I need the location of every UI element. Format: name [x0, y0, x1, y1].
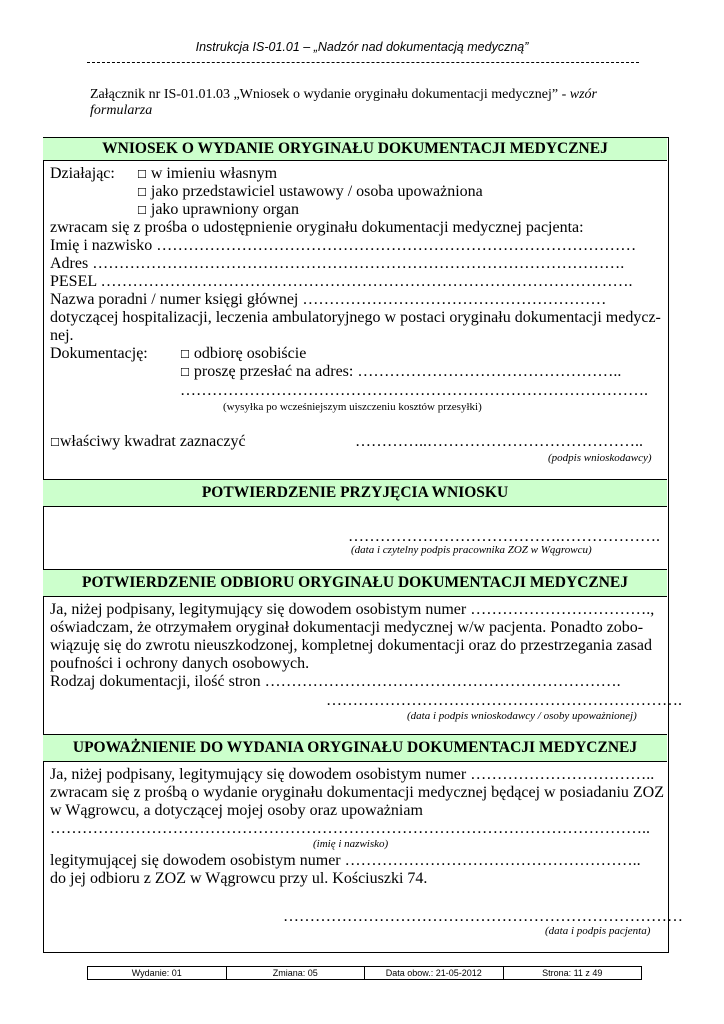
document-footer — [87, 966, 642, 980]
documentation-type-field[interactable]: Rodzaj dokumentacji, ilość stron …………………………………………………………. — [50, 673, 621, 690]
checkbox-icon[interactable]: ☐ — [137, 186, 147, 199]
receipt-text-line2: oświadczam, że otrzymałem oryginał dokumentacji medycznej w/w pacjenta. Ponadto zobo- — [50, 619, 644, 636]
patient-signature-caption: (data i podpis pacjenta) — [545, 925, 651, 937]
checkbox-icon: ☐ — [50, 436, 60, 449]
option-pickup-personally[interactable]: ☐ odbiorę osobiście — [180, 345, 307, 362]
footer-page: Strona: 11 z 49 — [542, 968, 603, 978]
checkbox-icon[interactable]: ☐ — [180, 348, 190, 361]
receipt-text-line1: Ja, niżej podpisany, legitymujący się dowodem osobistym numer ……………………………., — [50, 601, 655, 618]
annex-caption — [90, 87, 650, 119]
documentation-label: Dokumentację: — [50, 345, 148, 362]
acting-label: Działając: — [50, 165, 115, 182]
receipt-text-line4: poufności i ochrony danych osobowych. — [50, 655, 310, 672]
authorized-id-field[interactable]: legitymującej się dowodem osobistym numer ……………………………………………….. — [50, 852, 641, 869]
shipping-note: (wysyłka po wcześniejszym uiszczeniu kosztów przesyłki) — [223, 401, 482, 413]
option-authorized-body[interactable]: ☐ jako uprawniony organ — [137, 201, 299, 218]
authorization-text-line2: zwracam się z prośbą o wydanie oryginału dokumentacji medycznej będącej w posiadaniu ZOZ — [50, 784, 664, 801]
checkbox-instruction: ☐właściwy kwadrat zaznaczyć — [50, 433, 246, 450]
patient-name-field[interactable]: Imię i nazwisko ……………………………………………………………………………… — [50, 237, 637, 254]
annex-text: Załącznik nr IS-01.01.03 „Wniosek o wydanie oryginału dokumentacji medycznej” - — [90, 87, 567, 102]
section-title-acceptance: POTWIERDZENIE PRZYJĘCIA WNIOSKU — [43, 479, 667, 507]
staff-signature-line[interactable]: ………………………………….………………. — [348, 528, 660, 545]
authorized-person-caption: (imię i nazwisko) — [313, 838, 389, 850]
receipt-signature-line[interactable]: …………………………………………………………. — [326, 692, 682, 709]
option-send-to-address[interactable]: ☐ proszę przesłać na adres: ………………………………………….. — [180, 363, 622, 380]
patient-pesel-field[interactable]: PESEL ………………………………………………………………………………………. — [50, 273, 633, 290]
staff-signature-caption: (data i czytelny podpis pracownika ZOZ w Wągrowcu) — [351, 544, 592, 556]
authorization-text-line3: w Wągrowcu, a dotyczącej mojej osoby oraz upoważniam — [50, 802, 423, 819]
patient-address-field[interactable]: Adres ………………………………………………………………………………………. — [50, 255, 625, 272]
footer-change: Zmiana: 05 — [227, 967, 366, 979]
authorized-person-field[interactable]: ………………………………………………………………………………………………….. — [50, 820, 650, 837]
annex-italic: wzór formularza — [90, 87, 597, 118]
hospitalization-text-line1: dotyczącej hospitalizacji, leczenia ambulatoryjnego w postaci oryginału dokumentacji medycz- — [50, 309, 661, 326]
document-header-title: Instrukcja IS-01.01 – „Nadzór nad dokumentacją medyczną” — [195, 40, 529, 54]
shipping-address-field[interactable]: ……………………………………………………………………………. — [180, 382, 648, 399]
patient-signature-line[interactable]: ………………………………………………………………… — [283, 908, 683, 925]
checkbox-icon[interactable]: ☐ — [137, 204, 147, 217]
applicant-signature-caption: (podpis wnioskodawcy) — [548, 452, 652, 464]
header-divider — [87, 62, 639, 63]
section-title-authorization: UPOWAŻNIENIE DO WYDANIA ORYGINAŁU DOKUMENTACJI MEDYCZNEJ — [43, 734, 667, 762]
receipt-text-line3: wiązuję się do zwrotu nieuszkodzonej, kompletnej dokumentacji oraz do przestrzegania zasad — [50, 637, 652, 654]
section-title-receipt: POTWIERDZENIE ODBIORU ORYGINAŁU DOKUMENTACJI MEDYCZNEJ — [43, 569, 667, 597]
section-title-request: WNIOSEK O WYDANIE ORYGINAŁU DOKUMENTACJI MEDYCZNEJ — [43, 137, 667, 161]
option-representative[interactable]: ☐ jako przedstawiciel ustawowy / osoba upoważniona — [137, 183, 483, 200]
footer-edition: Wydanie: 01 — [88, 967, 227, 979]
authorization-text-line6: do jej odbioru z ZOZ w Wągrowcu przy ul. Kościuszki 74. — [50, 870, 428, 887]
checkbox-icon[interactable]: ☐ — [180, 366, 190, 379]
authorization-text-line1: Ja, niżej podpisany, legitymujący się dowodem osobistym numer …………………………….. — [50, 766, 655, 783]
clinic-name-field[interactable]: Nazwa poradni / numer księgi głównej ………………………………………………… — [50, 291, 607, 308]
option-own-behalf[interactable]: ☐ w imieniu własnym — [137, 165, 278, 182]
hospitalization-text-line2: nej. — [50, 327, 74, 344]
receipt-signature-caption: (data i podpis wnioskodawcy / osoby upoważnionej) — [407, 710, 637, 722]
checkbox-icon[interactable]: ☐ — [137, 168, 147, 181]
request-statement: zwracam się z prośba o udostępnienie oryginału dokumentacji medycznej pacjenta: — [50, 219, 584, 236]
applicant-signature-line[interactable]: …………..………………………………….. — [355, 433, 643, 450]
footer-date: Data obow.: 21-05-2012 — [365, 967, 504, 979]
